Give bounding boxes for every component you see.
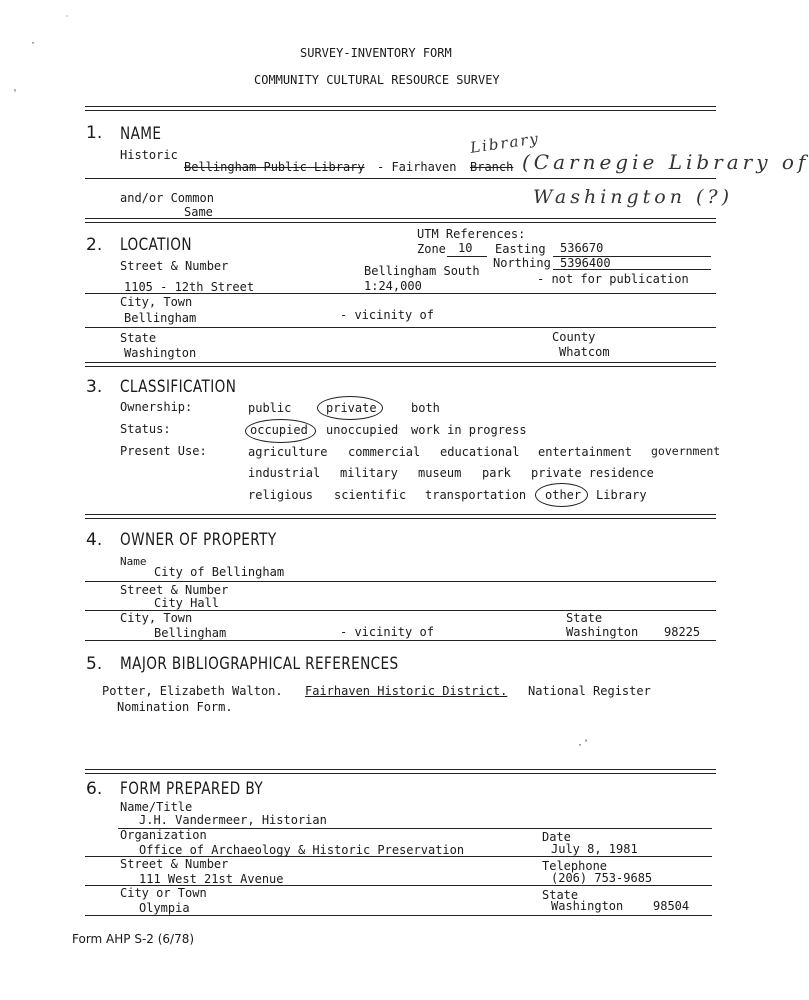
quad-scale: 1:24,000 [364, 279, 422, 293]
use-transportation: transportation [425, 488, 527, 502]
form-subtitle: COMMUNITY CULTURAL RESOURCE SURVEY [254, 73, 500, 87]
field-line [553, 269, 711, 270]
reference-rest: National Register [528, 684, 651, 698]
preparer-street-label: Street & Number [120, 857, 229, 871]
form-id: Form AHP S-2 (6/78) [72, 932, 195, 946]
date-label: Date [542, 830, 571, 844]
historic-label: Historic [120, 148, 178, 162]
section-number: 1. [86, 123, 103, 143]
section-number: 4. [86, 530, 103, 550]
scan-mark: ˙ [64, 15, 71, 26]
field-line [85, 293, 716, 294]
utm-label: UTM References: [417, 227, 526, 241]
section-title: MAJOR BIBLIOGRAPHICAL REFERENCES [120, 654, 399, 674]
form-title: SURVEY-INVENTORY FORM [300, 46, 452, 60]
northing-label: Northing [493, 256, 551, 270]
use-industrial: industrial [248, 466, 321, 480]
section-title: CLASSIFICATION [120, 377, 237, 397]
zone-label: Zone [417, 242, 446, 256]
preparer-name-value: J.H. Vandermeer, Historian [139, 813, 327, 827]
use-government: government [651, 444, 721, 458]
use-agriculture: agriculture [248, 445, 328, 459]
county-label: County [552, 330, 596, 344]
owner-city-label: City, Town [120, 611, 193, 625]
section-divider [85, 362, 716, 367]
selection-circle [535, 483, 588, 507]
owner-zip: 98225 [664, 625, 701, 639]
status-unoccupied: unoccupied [326, 423, 399, 437]
zone-value: 10 [458, 241, 473, 255]
historic-name: - Fairhaven [377, 160, 457, 174]
use-other-value: Library [596, 488, 647, 502]
owner-name-value: City of Bellingham [154, 565, 285, 579]
use-commercial: commercial [348, 445, 421, 459]
use-museum: museum [418, 466, 462, 480]
field-line [118, 828, 712, 829]
section-number: 2. [86, 235, 103, 255]
owner-state-value: Washington [566, 625, 639, 639]
common-label: and/or Common [120, 191, 214, 205]
vicinity-label: - vicinity of [340, 308, 434, 322]
street-label: Street & Number [120, 259, 229, 273]
preparer-name-label: Name/Title [120, 800, 193, 814]
preparer-zip: 98504 [653, 899, 690, 913]
field-line [85, 178, 716, 179]
use-religious: religious [248, 488, 314, 502]
preparer-state-value: Washington [551, 899, 624, 913]
section-number: 3. [86, 377, 103, 397]
state-label: State [120, 331, 157, 345]
section-number: 5. [86, 654, 103, 674]
organization-label: Organization [120, 828, 207, 842]
reference-title: Fairhaven Historic District. [305, 684, 508, 698]
present-use-label: Present Use: [120, 444, 207, 458]
easting-value: 536670 [560, 241, 604, 255]
preparer-city-value: Olympia [139, 901, 190, 915]
ownership-label: Ownership: [120, 400, 193, 414]
owner-name-label: Name [120, 555, 147, 568]
owner-city-value: Bellingham [154, 626, 227, 640]
handwritten-carnegie: (Carnegie Library of [522, 150, 809, 174]
status-work-in-progress: work in progress [411, 423, 527, 437]
scan-mark: · [30, 38, 37, 49]
telephone-value: (206) 753-9685 [551, 871, 653, 885]
field-line [85, 327, 716, 328]
selection-circle [317, 396, 383, 420]
field-line [85, 581, 716, 582]
reference-line2: Nomination Form. [117, 700, 233, 714]
section-title: OWNER OF PROPERTY [120, 530, 277, 550]
owner-street-label: Street & Number [120, 583, 229, 597]
county-value: Whatcom [559, 345, 610, 359]
preparer-state-label: State [542, 888, 579, 902]
preparer-city-label: City or Town [120, 886, 207, 900]
section-title: FORM PREPARED BY [120, 779, 264, 799]
section-divider [85, 218, 716, 223]
section-divider [85, 106, 716, 111]
historic-struck-name: Bellingham Public Library [184, 160, 365, 174]
reference-author: Potter, Elizabeth Walton. [102, 684, 283, 698]
owner-vicinity: - vicinity of [340, 625, 434, 639]
common-value: Same [184, 205, 213, 219]
ownership-private: private [326, 401, 377, 415]
city-value: Bellingham [124, 311, 197, 325]
section-divider [85, 514, 716, 519]
use-other: other [545, 488, 582, 502]
easting-label: Easting [495, 242, 546, 256]
owner-state-label: State [566, 611, 603, 625]
use-private-residence: private residence [531, 466, 654, 480]
use-entertainment: entertainment [538, 445, 632, 459]
ownership-both: both [411, 401, 440, 415]
selection-circle [245, 419, 316, 443]
status-occupied: occupied [250, 423, 308, 437]
field-line [85, 640, 716, 641]
status-label: Status: [120, 422, 171, 436]
ownership-public: public [248, 401, 292, 415]
owner-street-value: City Hall [154, 596, 220, 610]
field-line [85, 915, 712, 916]
section-title: NAME [120, 124, 162, 144]
section-divider [85, 769, 716, 774]
scan-mark: ·̓ [577, 740, 584, 751]
handwritten-washington: Washington (?) [533, 186, 734, 208]
branch-struck: Branch [470, 160, 514, 174]
not-for-publication: - not for publication [537, 272, 689, 286]
use-military: military [340, 466, 398, 480]
field-line [447, 256, 487, 257]
section-title: LOCATION [120, 235, 192, 255]
telephone-label: Telephone [542, 859, 608, 873]
organization-value: Office of Archaeology & Historic Preservation [139, 843, 465, 857]
use-park: park [482, 466, 511, 480]
street-value: 1105 - 12th Street [124, 280, 255, 294]
preparer-street-value: 111 West 21st Avenue [139, 872, 284, 886]
date-value: July 8, 1981 [551, 842, 638, 856]
city-label: City, Town [120, 295, 193, 309]
use-scientific: scientific [334, 488, 407, 502]
section-number: 6. [86, 779, 103, 799]
northing-value: 5396400 [560, 256, 611, 270]
handwritten-library: Library [469, 129, 541, 157]
use-educational: educational [440, 445, 520, 459]
state-value: Washington [124, 346, 197, 360]
scan-mark: ' [12, 88, 19, 99]
quad-name: Bellingham South [364, 264, 480, 278]
